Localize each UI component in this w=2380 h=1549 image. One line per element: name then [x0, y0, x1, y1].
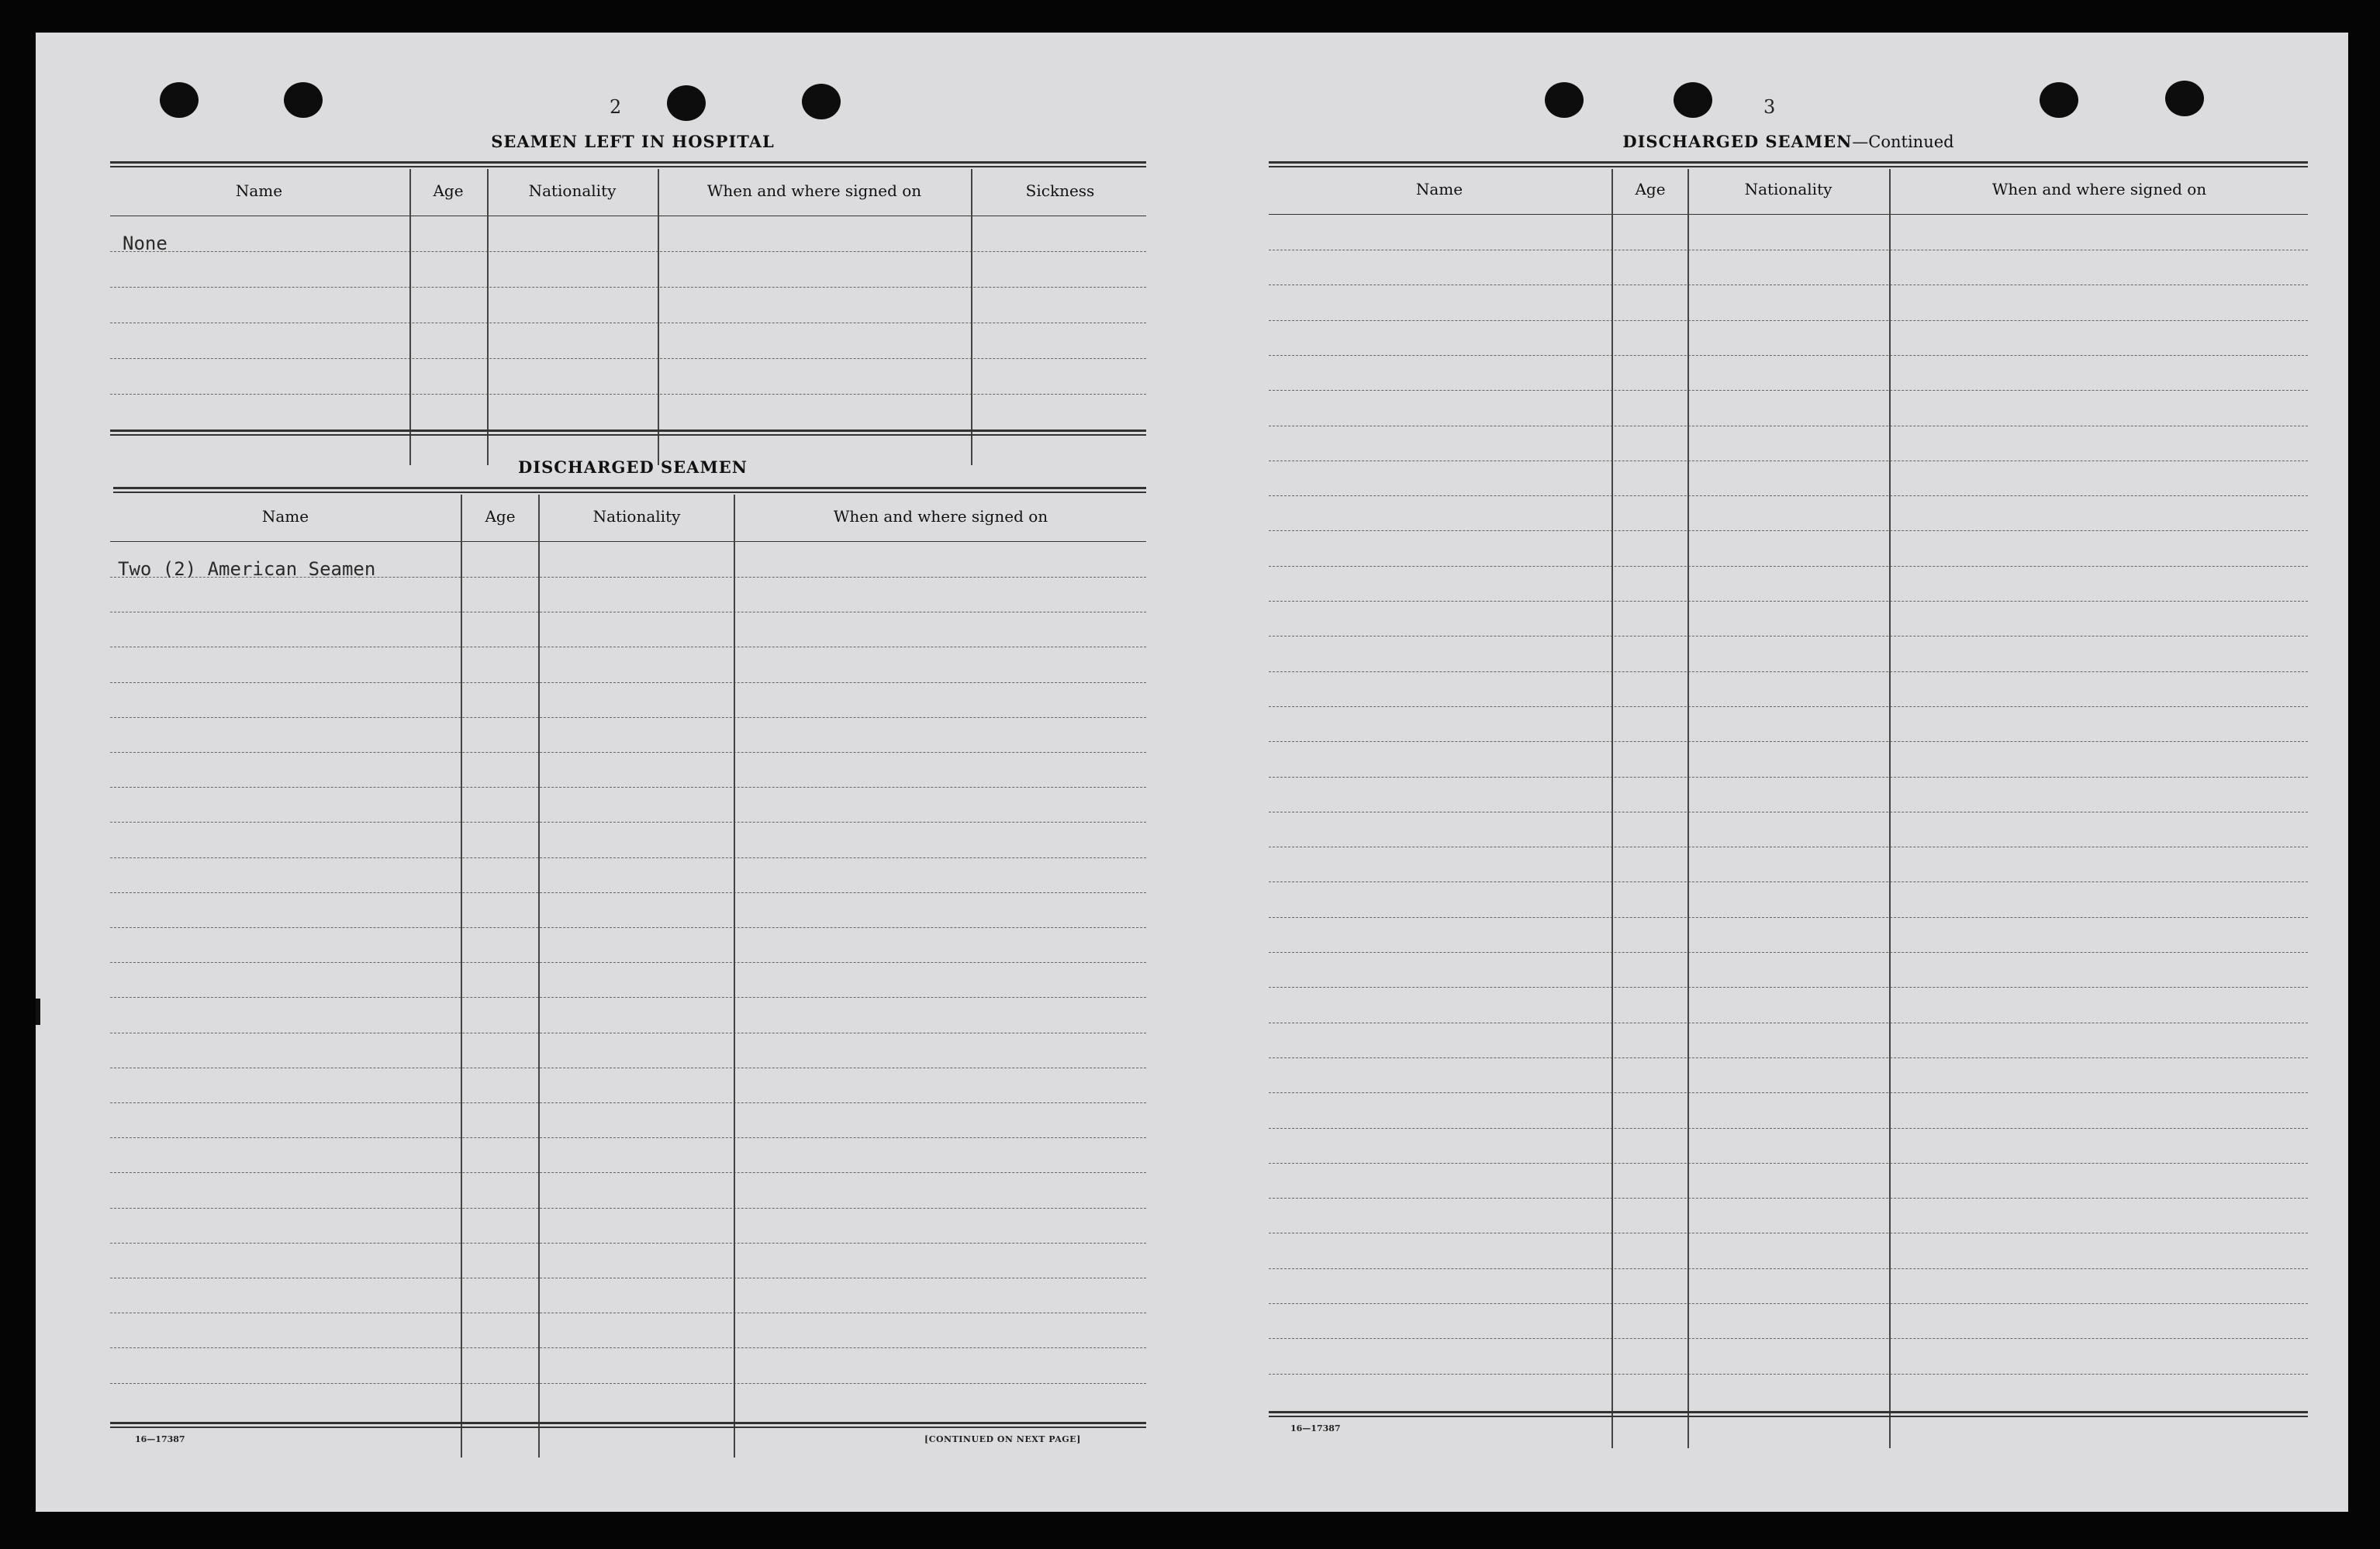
right-col-name: Name: [1415, 180, 1463, 198]
writing-line: [110, 251, 1146, 252]
margin-mark: [36, 999, 40, 1025]
writing-line: [110, 358, 1146, 359]
punch-hole: [667, 85, 706, 121]
writing-line: [1269, 881, 2308, 882]
writing-line: [110, 1383, 1146, 1384]
writing-line: [1269, 1198, 2308, 1199]
writing-line: [1269, 987, 2308, 988]
writing-line: [1269, 706, 2308, 707]
right-page-number: 3: [1763, 96, 1776, 118]
writing-line: [1269, 530, 2308, 531]
hospital-col-age: Age: [433, 181, 464, 200]
writing-line: [110, 287, 1146, 288]
writing-line: [1269, 671, 2308, 672]
writing-line: [1269, 1268, 2308, 1269]
writing-line: [1269, 1163, 2308, 1164]
left-form-code: 16—17387: [135, 1434, 185, 1444]
right-top-rule: [1269, 161, 2308, 167]
left-bottom-rule: [110, 1422, 1146, 1428]
hospital-col-separator: [409, 169, 411, 465]
writing-line: [110, 997, 1146, 998]
writing-line: [1269, 495, 2308, 496]
writing-line: [110, 717, 1146, 718]
writing-line: [110, 394, 1146, 395]
punch-hole: [284, 82, 323, 118]
hospital-entry-name: None: [123, 233, 168, 254]
discharged-col-signed-on: When and where signed on: [833, 507, 1048, 526]
writing-line: [1269, 355, 2308, 356]
discharged-continued-suffix: —Continued: [1852, 133, 1954, 151]
discharged-col-separator: [461, 495, 462, 1458]
discharged-col-name: Name: [261, 507, 309, 526]
form-sheet: [36, 33, 2348, 1512]
punch-hole: [2040, 82, 2078, 118]
writing-line: [110, 1137, 1146, 1138]
writing-line: [1269, 1057, 2308, 1058]
writing-line: [110, 822, 1146, 823]
discharged-continued-title: [1269, 132, 2308, 151]
discharged-col-age: Age: [485, 507, 516, 526]
writing-line: [1269, 777, 2308, 778]
writing-line: [110, 927, 1146, 928]
writing-line: [110, 682, 1146, 683]
discharged-col-nationality: Nationality: [592, 507, 681, 526]
discharged-col-separator: [538, 495, 540, 1458]
writing-line: [110, 857, 1146, 858]
hospital-bottom-rule: [110, 430, 1146, 436]
right-col-nationality: Nationality: [1744, 180, 1832, 198]
writing-line: [110, 787, 1146, 788]
discharged-section-title: DISCHARGED SEAMEN: [518, 457, 748, 477]
discharged-entry-name: Two (2) American Seamen: [118, 558, 376, 580]
hospital-col-separator: [487, 169, 489, 465]
hospital-col-sickness: Sickness: [1025, 181, 1095, 200]
punch-hole: [802, 84, 841, 119]
discharged-header-rule: [110, 541, 1146, 542]
discharged-col-separator: [734, 495, 735, 1458]
right-form-code: 16—17387: [1290, 1423, 1341, 1433]
punch-hole: [1545, 82, 1584, 118]
writing-line: [1269, 1374, 2308, 1375]
writing-line: [110, 1172, 1146, 1173]
discharged-top-rule: [113, 487, 1146, 493]
punch-hole: [1674, 82, 1712, 118]
hospital-section-title: SEAMEN LEFT IN HOSPITAL: [491, 132, 775, 151]
hospital-col-nationality: Nationality: [528, 181, 617, 200]
writing-line: [1269, 601, 2308, 602]
writing-line: [110, 892, 1146, 893]
writing-line: [110, 1243, 1146, 1244]
writing-line: [110, 962, 1146, 963]
hospital-col-signed-on: When and where signed on: [706, 181, 922, 200]
writing-line: [1269, 566, 2308, 567]
writing-line: [1269, 1338, 2308, 1339]
writing-line: [110, 752, 1146, 753]
right-col-separator: [1687, 169, 1689, 1448]
writing-line: [1269, 320, 2308, 321]
right-col-age: Age: [1635, 180, 1666, 198]
writing-line: [1269, 917, 2308, 918]
punch-hole: [160, 82, 199, 118]
writing-line: [1269, 636, 2308, 637]
punch-hole: [2165, 81, 2204, 116]
right-col-separator: [1889, 169, 1891, 1448]
right-col-signed-on: When and where signed on: [1991, 180, 2207, 198]
writing-line: [110, 1102, 1146, 1103]
continued-note: [CONTINUED ON NEXT PAGE]: [924, 1434, 1081, 1444]
writing-line: [1269, 1092, 2308, 1093]
writing-line: [1269, 1303, 2308, 1304]
writing-line: [1269, 1128, 2308, 1129]
writing-line: [110, 1347, 1146, 1348]
left-page-number: 2: [610, 96, 622, 118]
writing-line: [110, 1208, 1146, 1209]
hospital-col-separator: [971, 169, 972, 465]
hospital-col-separator: [658, 169, 659, 465]
right-col-separator: [1611, 169, 1613, 1448]
hospital-top-rule: [110, 161, 1146, 167]
discharged-continued-title-main: DISCHARGED SEAMEN: [1622, 132, 1853, 151]
right-bottom-rule: [1269, 1411, 2308, 1417]
hospital-col-name: Name: [235, 181, 283, 200]
right-header-rule: [1269, 214, 2308, 215]
writing-line: [1269, 741, 2308, 742]
writing-line: [1269, 952, 2308, 953]
writing-line: [1269, 390, 2308, 391]
